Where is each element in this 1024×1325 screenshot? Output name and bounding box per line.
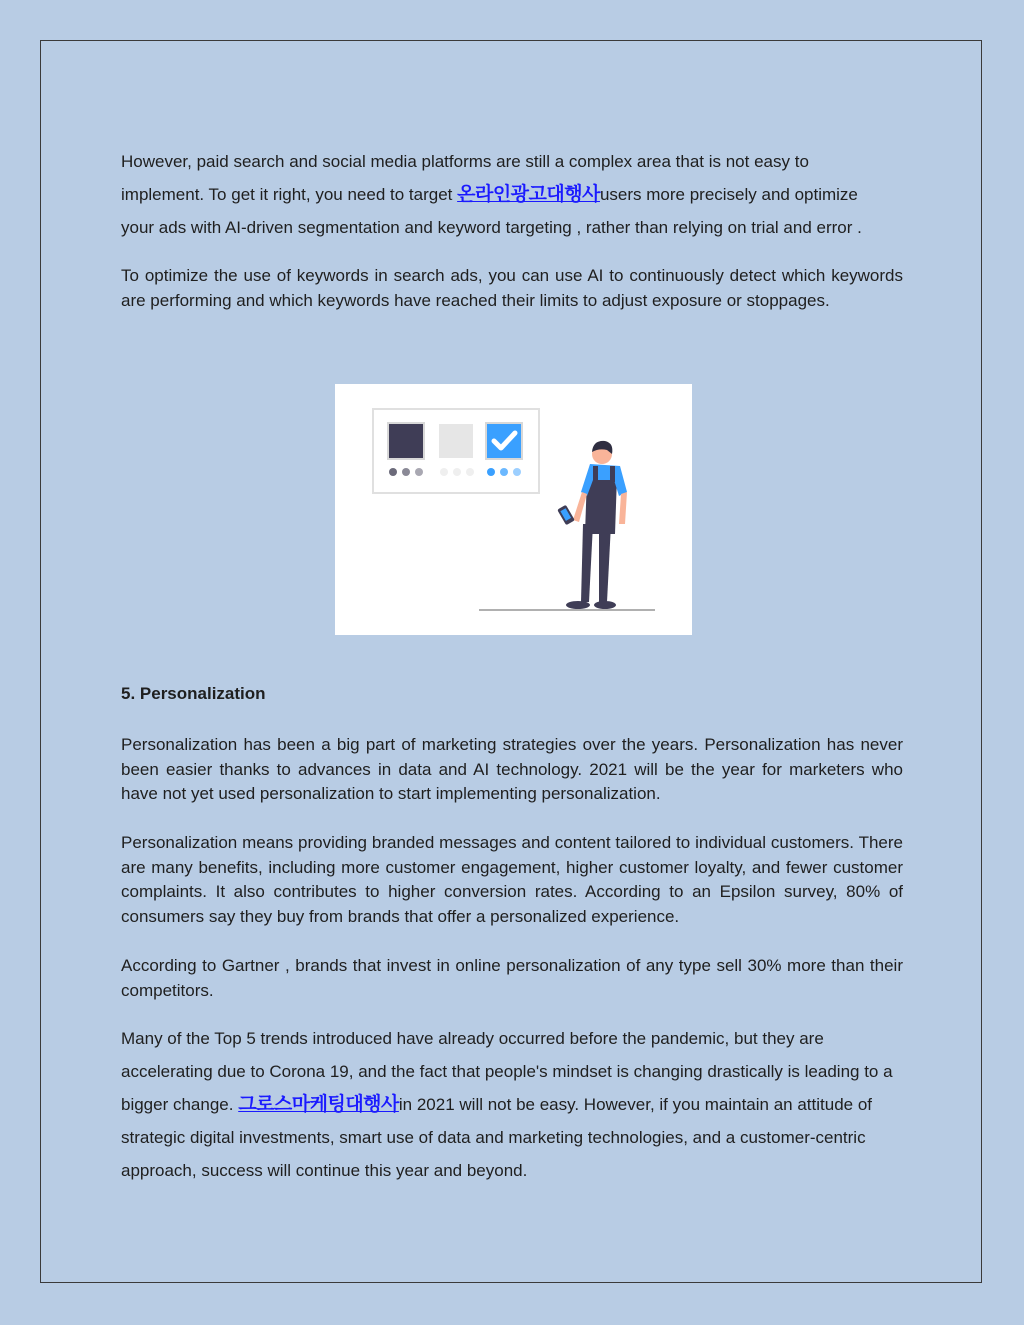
paragraph-paid-search — [121, 145, 891, 244]
section-heading-personalization: 5. Personalization — [121, 684, 266, 703]
paragraph-keywords-ai: To optimize the use of keywords in search ads, you can use AI to continuously detect which keywords are performing and which keywords have reached their limits to adjust exposure or stoppages. — [121, 266, 903, 310]
paragraph-text: However, paid search and social media platforms are still a complex area that is not easy to implement. To get it right, you need to target — [121, 152, 809, 204]
paragraph-gartner: According to Gartner , brands that invest in online personalization of any type sell 30% more than their competitors. — [121, 956, 903, 1000]
paragraph-text: in 2021 will not be easy. However, if you maintain an attitude of strategic digital investments, smart use of data and marketing technologies, and a customer-centric approach, success will continue this year and beyond. — [121, 1095, 873, 1181]
paragraph-personalization-intro: Personalization has been a big part of marketing strategies over the years. Personalization has never been easier thanks to advances in data and AI technology. 2021 will be the year for marketers who have not yet used personalization to start implementing personalization. — [121, 735, 903, 804]
paragraph-personalization-benefits: Personalization means providing branded messages and content tailored to individual customers. There are many benefits, including more customer engagement, higher customer loyalty, and fewer customer complaints. It also contributes to higher conversion rates. According to an Epsilon survey, 80% of consumers say they buy from brands that offer a personalized experience. — [121, 833, 903, 927]
illustration-person-choosing — [335, 384, 692, 635]
paragraph-text: users more precisely and optimize your ads with AI-driven segmentation and keyword targeting , rather than relying on trial and error . — [121, 185, 862, 237]
section-personalization — [121, 733, 903, 1187]
link-online-ad-agency[interactable]: 온라인광고대행사 — [457, 184, 600, 205]
person-selecting-option-icon — [335, 384, 692, 635]
link-growth-marketing-agency[interactable]: 그로스마케팅대행사 — [238, 1094, 399, 1116]
paragraph-conclusion — [121, 1022, 901, 1187]
section-ai-keywords — [121, 145, 903, 313]
paragraph-text: Many of the Top 5 trends introduced have already occurred before the pandemic, but they are accelerating due to Corona 19, and the fact that people's mindset is changing drastically is leading to a bigger change. — [121, 1029, 893, 1115]
